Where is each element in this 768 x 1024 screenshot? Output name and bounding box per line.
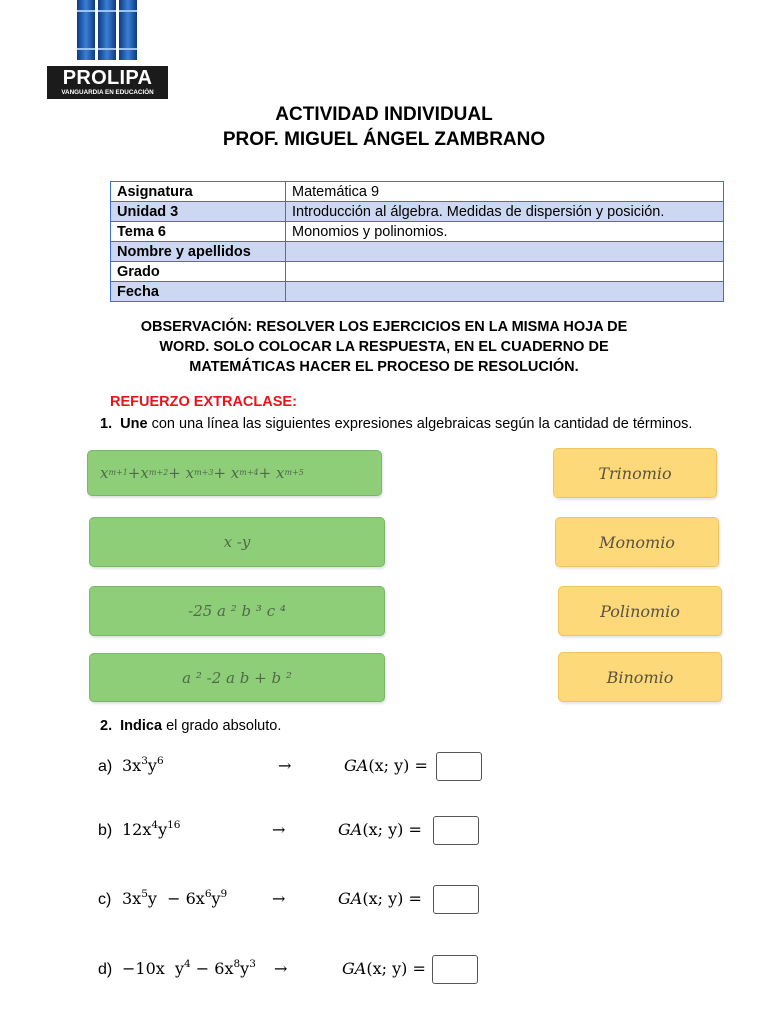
arrow-icon: → — [272, 889, 286, 908]
exercise-label: a) — [98, 758, 113, 775]
observation-line: OBSERVACIÓN: RESOLVER LOS EJERCICIOS EN LA MISMA HOJA DE — [140, 319, 628, 335]
expr-term: y — [240, 959, 250, 978]
exercise-row — [98, 955, 488, 989]
exercise-expression — [122, 959, 256, 978]
classification-card[interactable]: Monomio — [555, 517, 719, 567]
expr-term: y — [147, 756, 157, 775]
question-number: 1. — [100, 416, 113, 432]
ga-args: (x; y) = — [368, 756, 428, 775]
table-row — [111, 282, 724, 302]
expr-term: +x — [127, 464, 149, 482]
expression-card[interactable]: x m+1 +x m+2 + x m+3 + x m+4 + x m+5 — [87, 450, 382, 496]
expr-exponent: 4 — [184, 958, 191, 970]
ga-prefix: GA — [338, 889, 363, 908]
date-field[interactable] — [286, 282, 724, 302]
exercise-expression — [122, 756, 164, 775]
activity-title: ACTIVIDAD INDIVIDUAL — [275, 104, 493, 125]
classification-card[interactable]: Trinomio — [553, 448, 717, 498]
arrow-icon: → — [274, 959, 288, 978]
exercise-expression — [122, 889, 227, 908]
classification-card[interactable]: Binomio — [558, 652, 722, 702]
question-number: 2. — [100, 718, 113, 734]
expression-card[interactable]: -25 a ² b ³ c ⁴ — [89, 586, 385, 636]
row-value: Introducción al álgebra. Medidas de dispersión y posición. — [286, 202, 724, 222]
arrow-icon: → — [272, 820, 286, 839]
expr-term: x — [100, 464, 109, 482]
logo-tagline: VANGUARDIA EN EDUCACIÓN — [61, 89, 154, 96]
expr-term: 12x — [122, 820, 152, 839]
observation-line: MATEMÁTICAS HACER EL PROCESO DE RESOLUCIÓN. — [189, 359, 579, 375]
exercise-row — [98, 885, 488, 919]
ga-args: (x; y) = — [362, 889, 422, 908]
expr-term: y — [211, 889, 221, 908]
expr-term: 3x — [122, 756, 142, 775]
row-label: Fecha — [111, 282, 286, 302]
expr-term: y — [164, 959, 185, 978]
expr-term: 3x — [122, 889, 142, 908]
expression-card[interactable]: x -y — [89, 517, 385, 567]
exercise-label: d) — [98, 961, 113, 978]
exercise-label: b) — [98, 822, 113, 839]
classification-card[interactable]: Polinomio — [558, 586, 722, 636]
answer-box[interactable] — [432, 955, 478, 984]
expr-term: + x — [213, 464, 240, 482]
table-row — [111, 182, 724, 202]
answer-box[interactable] — [433, 816, 479, 845]
ga-prefix: GA — [342, 959, 367, 978]
expression-card[interactable]: a ² -2 a b + b ² — [89, 653, 385, 702]
exercise-label: c) — [98, 891, 112, 908]
question-text: el grado absoluto. — [166, 718, 282, 734]
table-row — [111, 222, 724, 242]
section-heading: REFUERZO EXTRACLASE: — [110, 394, 297, 410]
expr-exponent: 16 — [167, 819, 181, 831]
observation-note — [110, 317, 658, 377]
expr-term: y — [158, 820, 168, 839]
question-text: con una línea las siguientes expresiones algebraicas según la cantidad de términos. — [151, 416, 693, 432]
ga-args: (x; y) = — [362, 820, 422, 839]
table-row — [111, 202, 724, 222]
expr-exponent: 9 — [220, 888, 228, 900]
question-2 — [100, 717, 281, 735]
ga-formula — [344, 756, 428, 775]
ga-prefix: GA — [344, 756, 369, 775]
ga-formula — [338, 889, 422, 908]
expr-exponent: 6 — [156, 755, 164, 767]
name-field[interactable] — [286, 242, 724, 262]
info-table — [110, 181, 724, 302]
arrow-icon: → — [278, 756, 292, 775]
prolipa-logo — [47, 0, 168, 100]
row-value: Matemática 9 — [286, 182, 724, 202]
exercise-row — [98, 816, 488, 850]
row-label: Tema 6 — [111, 222, 286, 242]
expr-term: −10x — [122, 959, 165, 978]
expr-exponent: 5 — [141, 888, 148, 900]
expr-term: + x — [168, 464, 195, 482]
answer-box[interactable] — [436, 752, 482, 781]
expr-term: + x — [258, 464, 285, 482]
table-row — [111, 242, 724, 262]
answer-box[interactable] — [433, 885, 479, 914]
ga-args: (x; y) = — [366, 959, 426, 978]
expr-exponent: 4 — [151, 819, 159, 831]
row-label: Grado — [111, 262, 286, 282]
expr-exponent: 8 — [233, 958, 241, 970]
row-value: Monomios y polinomios. — [286, 222, 724, 242]
expr-exponent: 6 — [204, 888, 212, 900]
row-label: Asignatura — [111, 182, 286, 202]
ga-prefix: GA — [338, 820, 363, 839]
exercise-expression — [122, 820, 181, 839]
row-label: Nombre y apellidos — [111, 242, 286, 262]
question-verb: Une — [120, 416, 148, 432]
question-1 — [100, 415, 692, 433]
teacher-name: PROF. MIGUEL ÁNGEL ZAMBRANO — [222, 129, 546, 150]
ga-formula — [338, 820, 422, 839]
ga-formula — [342, 959, 426, 978]
exercise-row — [98, 752, 488, 786]
observation-line: WORD. SOLO COLOCAR LA RESPUESTA, EN EL CUADERNO DE — [159, 339, 609, 355]
logo-plate — [47, 66, 168, 99]
expr-term: − 6x — [156, 889, 205, 908]
expr-exponent: 3 — [141, 755, 148, 767]
row-label: Unidad 3 — [111, 202, 286, 222]
expr-term: y — [147, 889, 157, 908]
logo-name: PROLIPA — [62, 67, 153, 89]
grade-field[interactable] — [286, 262, 724, 282]
books-logo-icon — [75, 0, 139, 62]
question-verb: Indica — [120, 718, 163, 734]
expr-exponent: 3 — [249, 958, 256, 970]
table-row — [111, 262, 724, 282]
expr-term: − 6x — [190, 959, 234, 978]
